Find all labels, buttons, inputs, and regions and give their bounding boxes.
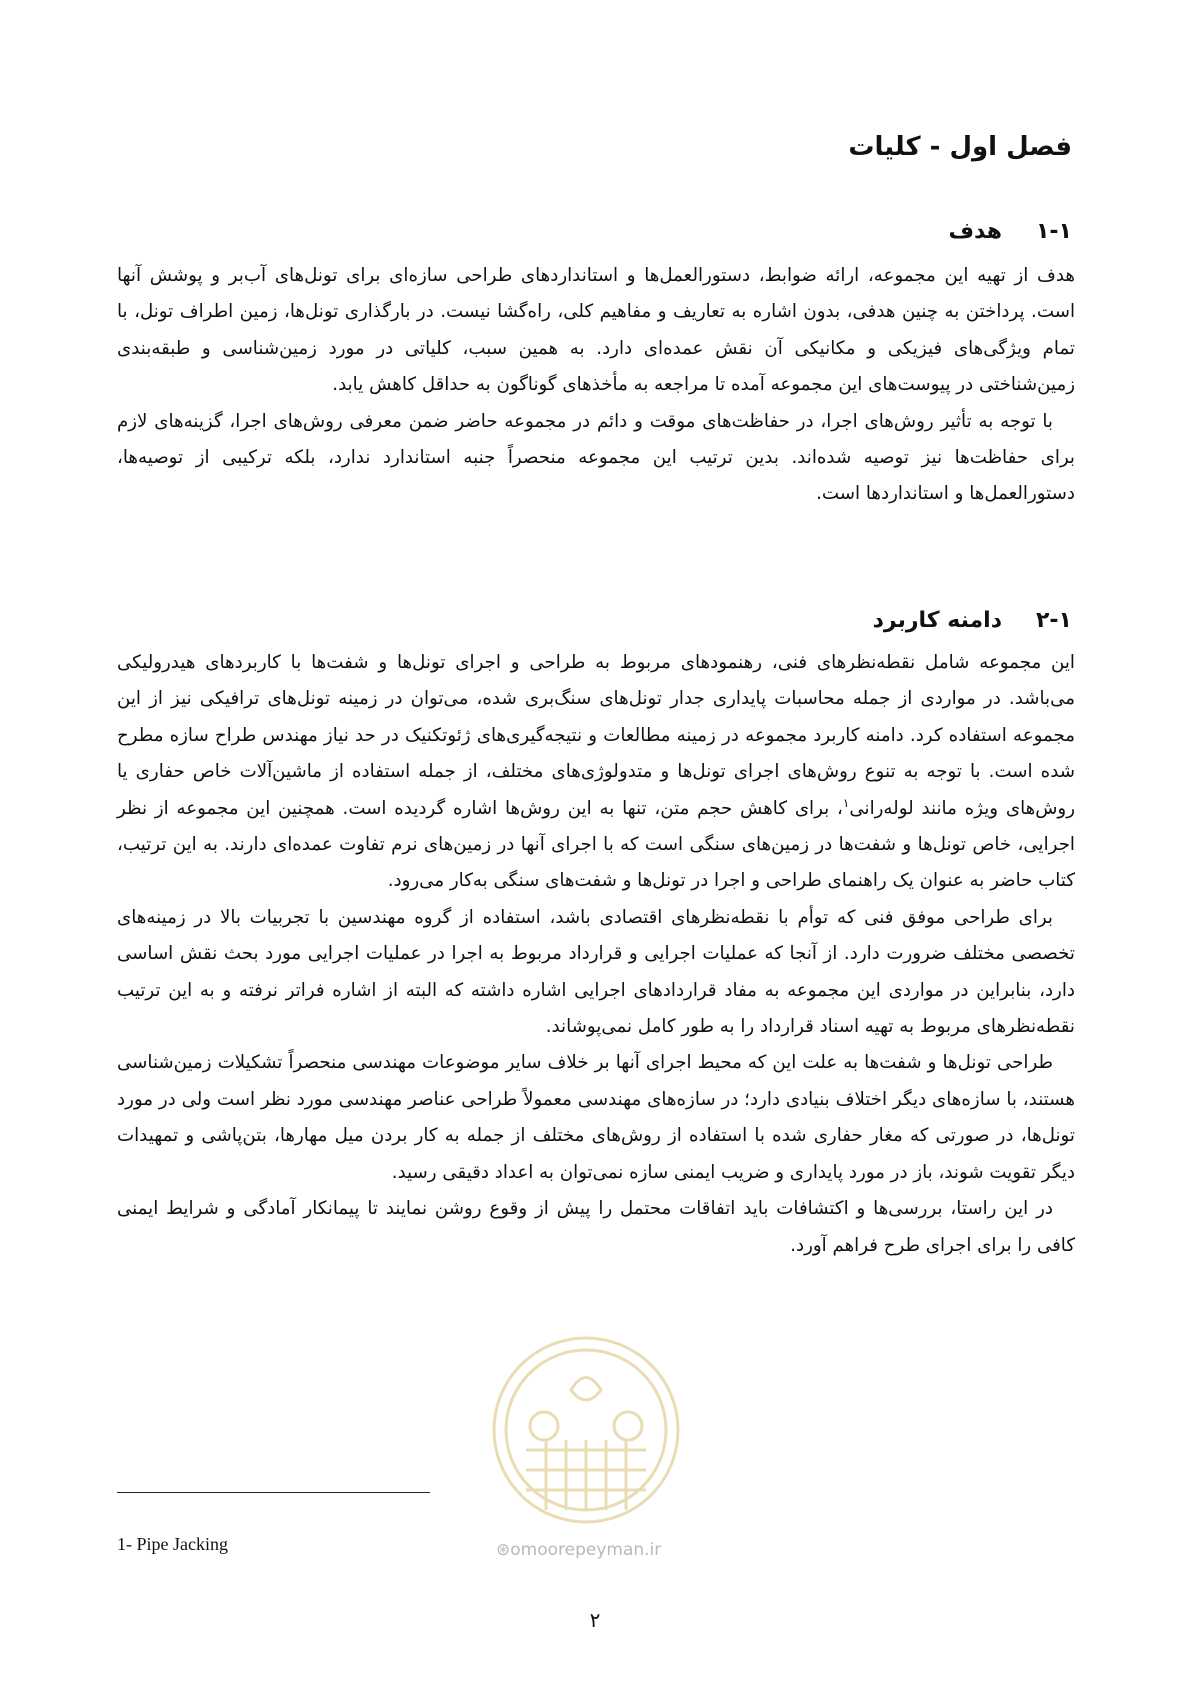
paragraph: هدف از تهیه این مجموعه، ارائه ضوابط، دستورالعمل‌ها و استانداردهای طراحی سازه‌ای برای تونل‌های آب‌بر و پوشش آنها است. پرداختن به چنین هدفی، بدون اشاره به تعاریف و مفاهیم کلی، راه‌گشا نیست. در بارگذاری تونل‌ها، زمین اطراف تونل، با تمام ویژگی‌های فیزیکی و مکانیکی آن نقش عمده‌ای دارد. به همین سبب، کلیاتی در مورد زمین‌شناسی و طبقه‌بندی زمین‌شناختی در پیوست‌های این مجموعه آمده تا مراجعه به مأخذهای گوناگون به حداقل کاهش یابد. xyxy=(117,265,1075,396)
section-heading-scope xyxy=(873,608,1072,633)
paragraph-text: این مجموعه شامل نقطه‌نظرهای فنی، رهنمودهای مربوط به طراحی و اجرای تونل‌ها و شفت‌ها با کاربردهای هیدرولیکی می‌باشد. در مواردی از جمله محاسبات پایداری جدار تونل‌های سنگ‌بری شده، می‌توان در زمینه تونل‌های ترافیکی نیز از این مجموعه استفاده کرد. دامنه کاربرد مجموعه در زمینه مطالعات و نتیجه‌گیری‌های ژئوتکنیک در حد نیاز مهندس طراح سازه مطرح شده است. با توجه به تنوع روش‌های اجرای تونل‌ها و متدولوژی‌های مختلف، از جمله استفاده از ماشین‌آلات خاص حفاری یا روش‌های ویژه مانند لوله‌رانی xyxy=(117,652,1075,819)
paragraph: برای طراحی موفق فنی که توأم با نقطه‌نظرهای اقتصادی باشد، استفاده از گروه مهندسین با تجربیات بالا در زمینه‌های تخصصی مختلف ضرورت دارد. از آنجا که عملیات اجرایی و قرارداد مربوط به اجرا در عملیات اجرایی مورد بحث نقش اساسی دارد، بنابراین در مواردی این مجموعه به مفاد قراردادهای اجرایی اشاره داشته که البته از اشاره فراتر نرفته و به این ترتیب نقطه‌نظرهای مربوط به تهیه اسناد قرارداد را به طور کامل نمی‌پوشاند. xyxy=(117,906,1075,1038)
section-body-goal xyxy=(117,258,1075,513)
paragraph-text: ، برای کاهش حجم متن، تنها به این روش‌ها اشاره گردیده است. همچنین این مجموعه از نظر اجرایی، خاص تونل‌ها و شفت‌ها در زمین‌های سنگی است که با اجرای آنها در زمین‌های نرم تفاوت عمده‌ای دارند. به این ترتیب، کتاب حاضر به عنوان یک راهنمای طراحی و اجرا در تونل‌ها و شفت‌های سنگی به‌کار می‌رود. xyxy=(117,797,1075,892)
footnote: 1- Pipe Jacking xyxy=(117,1534,228,1554)
section-number: ۲-۱ xyxy=(1036,608,1072,633)
watermark-url: ⊛omoorepeyman.ir xyxy=(496,1540,662,1560)
section-title: هدف xyxy=(948,219,1002,244)
section-heading-goal xyxy=(948,219,1072,244)
paragraph-with-footnote xyxy=(117,645,1075,900)
page-number: ۲ xyxy=(589,1608,601,1632)
watermark-seal-icon xyxy=(486,1330,686,1550)
footnote-marker: ۱ xyxy=(842,795,850,810)
section-number: ۱-۱ xyxy=(1036,219,1072,244)
chapter-title: فصل اول - کلیات xyxy=(848,132,1072,162)
paragraph: در این راستا، بررسی‌ها و اکتشافات باید اتفاقات محتمل را پیش از وقوع روشن نمایند تا پیمانکار آمادگی و شرایط ایمنی کافی را برای اجرای طرح فراهم آورد. xyxy=(117,1198,1075,1256)
section-title: دامنه کاربرد xyxy=(872,608,1002,633)
paragraph: با توجه به تأثیر روش‌های اجرا، در حفاظت‌های موقت و دائم در مجموعه حاضر ضمن معرفی روش‌های اجرا، گزینه‌های لازم برای حفاظت‌ها نیز توصیه شده‌اند. بدین ترتیب این مجموعه منحصراً جنبه استاندارد ندارد، بلکه ترکیبی از توصیه‌ها، دستورالعمل‌ها و استانداردها است. xyxy=(117,410,1075,505)
footnote-divider xyxy=(117,1492,430,1493)
section-body-scope xyxy=(117,645,1075,1264)
paragraph: طراحی تونل‌ها و شفت‌ها به علت این که محیط اجرای آنها بر خلاف سایر موضوعات مهندسی منحصراً تشکیلات زمین‌شناسی هستند، با سازه‌های دیگر اختلاف بنیادی دارد؛ در سازه‌های مهندسی معمولاً طراحی عناصر مهندسی مورد نظر است ولی در مورد تونل‌ها، در صورتی که مغار حفاری شده با استفاده از روش‌های مختلف از جمله به کار بردن میل مهارها، بتن‌پاشی و تمهیدات دیگر تقویت شوند، باز در مورد پایداری و ضریب ایمنی سازه نمی‌توان به اعداد دقیقی رسید. xyxy=(117,1052,1075,1183)
